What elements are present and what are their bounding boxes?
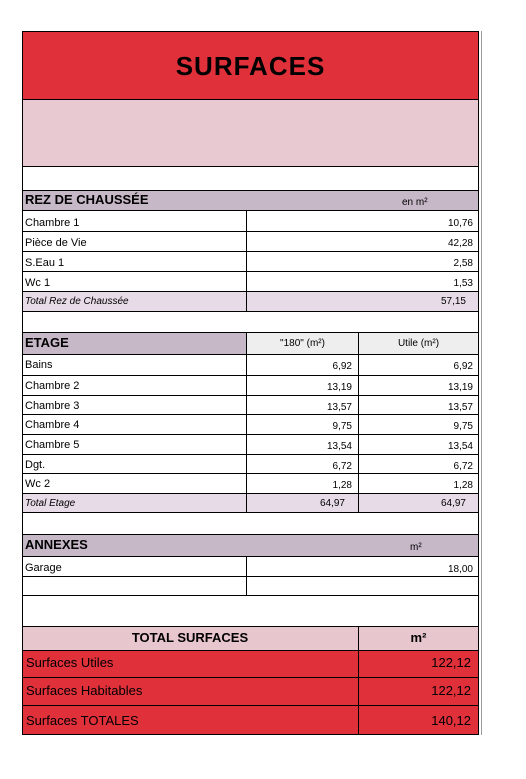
annexes-row-label: Garage	[25, 562, 62, 574]
grid-line	[22, 734, 479, 735]
page-title: SURFACES	[175, 51, 326, 81]
grid-line	[22, 311, 479, 312]
etage-row-v2: 13,19	[447, 382, 473, 393]
etage-row-v2: 9,75	[453, 421, 473, 432]
grid-line	[22, 512, 479, 513]
rdc-row-label: S.Eau 1	[25, 257, 65, 269]
grid-line	[22, 354, 479, 355]
totals-header: TOTAL SURFACES	[131, 630, 249, 645]
totals-row-label: Surfaces Utiles	[26, 655, 114, 670]
etage-row-v1: 13,19	[326, 382, 352, 393]
etage-row-label: Chambre 2	[25, 380, 80, 392]
grid-line	[22, 493, 479, 494]
etage-row-v1: 13,54	[326, 441, 352, 452]
grid-line	[22, 534, 479, 535]
grid-line	[22, 473, 479, 474]
rdc-total-label: Total Rez de Chaussée	[25, 296, 129, 307]
grid-line	[22, 650, 479, 651]
etage-row-v2: 6,72	[453, 461, 473, 472]
etage-row-v1: 1,28	[332, 480, 352, 491]
grid-line	[22, 231, 479, 232]
grid-line	[22, 454, 479, 455]
etage-row-v2: 13,54	[447, 441, 473, 452]
annexes-unit: m²	[410, 542, 422, 553]
grid-line	[358, 626, 359, 734]
etage-row-v1: 6,92	[332, 361, 352, 372]
grid-line	[246, 556, 247, 595]
grid-line	[22, 332, 479, 333]
grid-line	[22, 166, 479, 167]
grid-line	[22, 31, 479, 32]
etage-row-label: Bains	[25, 359, 53, 371]
etage-row-v1: 9,75	[332, 421, 352, 432]
etage-total-v1: 64,97	[319, 498, 345, 509]
grid-line	[22, 271, 479, 272]
grid-line	[22, 291, 479, 292]
rdc-total-value: 57,15	[440, 296, 466, 307]
grid-line	[22, 251, 479, 252]
table-border-left	[22, 31, 23, 735]
rdc-row-value: 10,76	[447, 218, 473, 229]
etage-row-v1: 6,72	[332, 461, 352, 472]
rdc-row-label: Wc 1	[25, 277, 51, 289]
etage-row-v2: 1,28	[453, 480, 473, 491]
grid-line	[22, 434, 479, 435]
etage-row-label: Chambre 4	[25, 419, 80, 431]
rdc-row-label: Pièce de Vie	[25, 237, 87, 249]
totals-row-value: 140,12	[431, 713, 471, 728]
etage-row-label: Dgt.	[25, 459, 46, 471]
etage-row-label: Chambre 5	[25, 439, 80, 451]
annexes-header: ANNEXES	[25, 537, 88, 552]
etage-total-label: Total Etage	[25, 498, 76, 509]
page-edge-line	[481, 31, 482, 735]
grid-line	[22, 190, 479, 191]
grid-line	[22, 99, 479, 100]
etage-col2-header: Utile (m²)	[397, 338, 440, 349]
grid-line	[22, 210, 479, 211]
grid-line	[22, 414, 479, 415]
grid-line	[246, 332, 247, 512]
table-border-right	[478, 31, 479, 735]
grid-line	[22, 595, 479, 596]
etage-row-v2: 13,57	[447, 402, 473, 413]
grid-line	[22, 556, 479, 557]
etage-col1-header: "180" (m²)	[280, 338, 325, 349]
rdc-row-value: 1,53	[453, 278, 473, 289]
grid-line	[246, 210, 247, 311]
grid-line	[22, 395, 479, 396]
rdc-row-label: Chambre 1	[25, 217, 80, 229]
grid-line	[358, 332, 359, 512]
etage-total-v2: 64,97	[440, 498, 466, 509]
grid-line	[22, 626, 479, 627]
grid-line	[22, 576, 479, 577]
annexes-row-value: 18,00	[447, 564, 473, 575]
totals-unit: m²	[410, 630, 427, 645]
rdc-row-value: 2,58	[453, 258, 473, 269]
rdc-unit: en m²	[402, 197, 428, 208]
rdc-row-value: 42,28	[447, 238, 473, 249]
totals-row-value: 122,12	[431, 655, 471, 670]
grid-line	[22, 705, 479, 706]
etage-row-v2: 6,92	[453, 361, 473, 372]
grid-line	[22, 375, 479, 376]
rdc-header: REZ DE CHAUSSÉE	[25, 192, 149, 207]
totals-row-value: 122,12	[431, 683, 471, 698]
etage-header: ETAGE	[25, 335, 69, 350]
grid-line	[22, 677, 479, 678]
subtitle-band	[22, 99, 479, 166]
totals-row-label: Surfaces Habitables	[26, 683, 143, 698]
etage-row-label: Wc 2	[25, 478, 51, 490]
totals-row-label: Surfaces TOTALES	[26, 713, 139, 728]
etage-row-label: Chambre 3	[25, 400, 80, 412]
etage-row-v1: 13,57	[326, 402, 352, 413]
